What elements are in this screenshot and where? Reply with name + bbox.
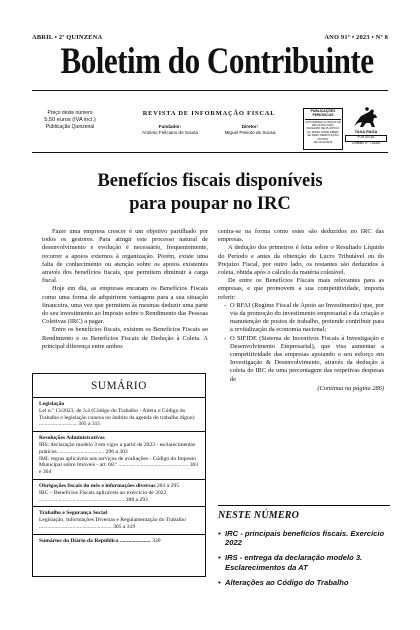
headline-line-2: para poupar no IRC — [129, 194, 291, 214]
summary-section-heading-row — [39, 538, 199, 545]
director-name: Miguel Peixoto de Sousa — [224, 130, 276, 135]
in-this-issue-item-text: IRS - entrega da declaração modelo 3. Esclarecimentos da AT — [225, 553, 363, 572]
summary-entry-text: IRS: declaração modelo 3 em vigor a partir de 2023 - esclarecimentos práticos ................................. — [39, 441, 196, 455]
summary-entry — [39, 517, 199, 531]
summary-entry-text: IRC – Benefícios Fiscais aplicáveis ao exercício de 2022 ............................................................. — [39, 489, 167, 503]
periodicals-text: AUTORIZADO A CIRCULAR EM INVÓLUCRO FECHADO DE PLÁSTICO OU PAPEL PODE ABRIR-SE PARA VERIFICAÇÃO POSTAL — [305, 119, 341, 141]
bullet-icon: • — [218, 529, 221, 538]
in-this-issue-item-text: Alterações ao Código do Trabalho — [225, 577, 349, 587]
list-dash: - — [224, 334, 227, 342]
summary-section-heading: Legislação — [39, 401, 65, 407]
benefit-item-text: O SIFIDE (Sistema de Incentivos Fiscais à Investigação e Desenvolvimento Empresarial), que visa aumentar a competitividade das empresas apoiando o seu esforço em Investigação & Desenvolvimento, através da dedução à coleta do IRC de uma percentagem das respetivas despesas de — [230, 334, 384, 383]
in-this-issue-item — [218, 578, 390, 587]
in-this-issue-rule — [218, 505, 390, 506]
header-bottom-rule — [32, 152, 388, 153]
summary-entry — [39, 442, 199, 456]
summary-entry — [39, 490, 199, 504]
benefit-item-text: O RFAI (Regime Fiscal de Apoio ao Investimento) que, por via da promoção do investimento empresarial e da criação e manutenção de postos de trabalho, pretende contribuir para a revitalização da economia nacional; — [230, 301, 384, 334]
horse-rider-logo-icon — [351, 106, 381, 130]
bullet-icon: • — [218, 553, 221, 563]
summary-section-heading-row — [39, 483, 199, 490]
periodicals-postal-box — [303, 108, 343, 150]
publication-frequency: Publicação Quinzenal — [45, 124, 95, 130]
director-label: Diretor: — [241, 124, 259, 129]
summary-entry-page: 296 a 303 — [105, 448, 128, 455]
magazine-subtitle: REVISTA DE INFORMAÇÃO FISCAL — [142, 110, 276, 117]
in-this-issue-item — [218, 529, 390, 547]
headline-line-1: Benefícios fiscais disponíveis — [97, 171, 323, 191]
article-paragraph: Hoje em dia, as empresas encaram os Benefícios Fiscais como uma forma de adquirirem vantagens para a sua situação financeira, uma vez que permitem às mesmas deduzir uma parte do seu investimento ao Imposto sobre o Rendimento das Pessoas Coletivas (IRC) a pagar. — [42, 285, 208, 326]
bullet-icon: • — [218, 577, 221, 587]
article-paragraph: A dedução dos primeiros é feita sobre o Resultado Líquido do Período e antes da obtenção do Lucro Tributável ou do Prejuízo Fiscal, por outro lado, os restantes são deduzidos à coleta, obtida após o cálculo da matéria coletável. — [218, 244, 384, 277]
periodicals-code: DE 01/01/2016 — [313, 140, 333, 145]
summary-title: SUMÁRIO — [91, 380, 147, 392]
summary-section-legislation — [39, 401, 199, 428]
summary-entry-page: 303 e 304 — [39, 462, 199, 476]
price-label: Preço deste número — [47, 110, 93, 116]
summary-section-labour — [39, 510, 199, 530]
summary-entry — [39, 408, 199, 428]
postage-paid-stamp — [345, 106, 387, 150]
price-value: 5,50 euros (IVA incl.) — [44, 117, 96, 123]
summary-entry-page: 288 a 293 — [125, 496, 148, 503]
benefit-item-sifide — [218, 335, 384, 384]
summary-divider — [33, 534, 205, 535]
article-paragraph: Entre os benefícios fiscais, existem os Benefícios Fiscais ao Rendimento e os Benefícios Fiscais de Dedução à Coleta. A principal diferença entre ambos — [42, 326, 208, 350]
in-this-issue — [218, 505, 390, 593]
article-paragraph: centra-se na forma como estes são deduzidos no IRC das empresas. — [218, 228, 384, 244]
summary-section-heading: Sumários do Diário da República ...................... — [39, 537, 151, 544]
summary-section-diario — [39, 538, 199, 545]
in-this-issue-item — [218, 553, 390, 571]
founder-info — [130, 124, 210, 136]
summary-section-page: 320 — [152, 537, 161, 544]
periodicals-title: PUBLICAÇÕES PERIÓDICAS — [305, 110, 341, 120]
summary-entry-text: Legislação, Informações Diversas e Regulamentação do Trabalho .................................................... — [39, 517, 186, 530]
founder-name: António Feliciano de Sousa — [142, 130, 198, 135]
summary-section-page: 283 a 295 — [156, 482, 179, 489]
article-paragraph: Fazer uma empresa crescer é um objetivo partilhado por todos os gestores. Para atingir este processo natural de desenvolvimento e evolução é necessário, frequentemente, recorrer a apoios externos à organização. Porém, existe uma falta de conhecimento ou atenção sobre os apoios existentes através dos benefícios fiscais, que permitem diminuir a carga fiscal. — [42, 228, 208, 285]
summary-divider — [33, 397, 205, 398]
postage-paid-label: TAXA PAGA — [354, 129, 378, 134]
list-dash: - — [224, 301, 227, 309]
summary-section-heading: Resoluções Administrativas — [39, 435, 105, 442]
summary-box — [32, 373, 206, 577]
summary-divider — [33, 431, 205, 432]
masthead-rule — [32, 90, 388, 91]
director-info — [212, 124, 288, 136]
summary-entry — [39, 456, 199, 476]
article-column-right — [218, 228, 384, 393]
summary-divider — [33, 506, 205, 507]
summary-divider — [33, 479, 205, 480]
postage-country: PORTUGAL — [345, 135, 387, 142]
founder-label: Fundador: — [158, 124, 182, 129]
summary-section-obligations — [39, 483, 199, 503]
summary-entry-page: 305 a 315 — [78, 421, 101, 428]
issue-number: ANO 91º • 2023 • Nº 8 — [324, 34, 388, 41]
in-this-issue-item-text: IRC - principais benefícios fiscais. Exercício 2022 — [225, 529, 385, 548]
summary-entry-text: Lei n.º 13/2023, de 3.4 (Código do Trabalho - Altera o Código do Trabalho e legislação conexa no âmbito da agenda do trabalho digno) ........................... — [39, 407, 195, 428]
in-this-issue-title: NESTE NÚMERO — [218, 510, 300, 521]
price-box — [34, 110, 106, 131]
main-headline — [32, 170, 388, 216]
article-paragraph: De entre os Benefícios Fiscais mais relevantes para as empresas, e que promovem a sua competitividade, importa referir: — [218, 277, 384, 301]
summary-entry-page: 305 a 319 — [113, 523, 136, 530]
summary-section-heading: Trabalho e Segurança Social — [39, 510, 108, 517]
summary-section-resolutions — [39, 435, 199, 476]
summary-section-heading: Obrigações fiscais do mês e informações diversas — [39, 482, 156, 489]
article-column-left — [42, 228, 208, 351]
summary-entry-text: IMI: regras aplicáveis aos serviços de avaliações - Código do Imposto Municipal sobre Imóveis - art. 68.º .................................................. — [39, 455, 196, 469]
benefit-item-rfai — [218, 302, 384, 335]
issue-date: ABRIL • 2ª QUINZENA — [32, 34, 103, 41]
continued-on-page: (Continua na página 286) — [317, 384, 384, 392]
postage-contract: Contrato n.º 716369 — [351, 140, 381, 145]
masthead-title: Boletim do Contribuinte — [60, 41, 374, 82]
